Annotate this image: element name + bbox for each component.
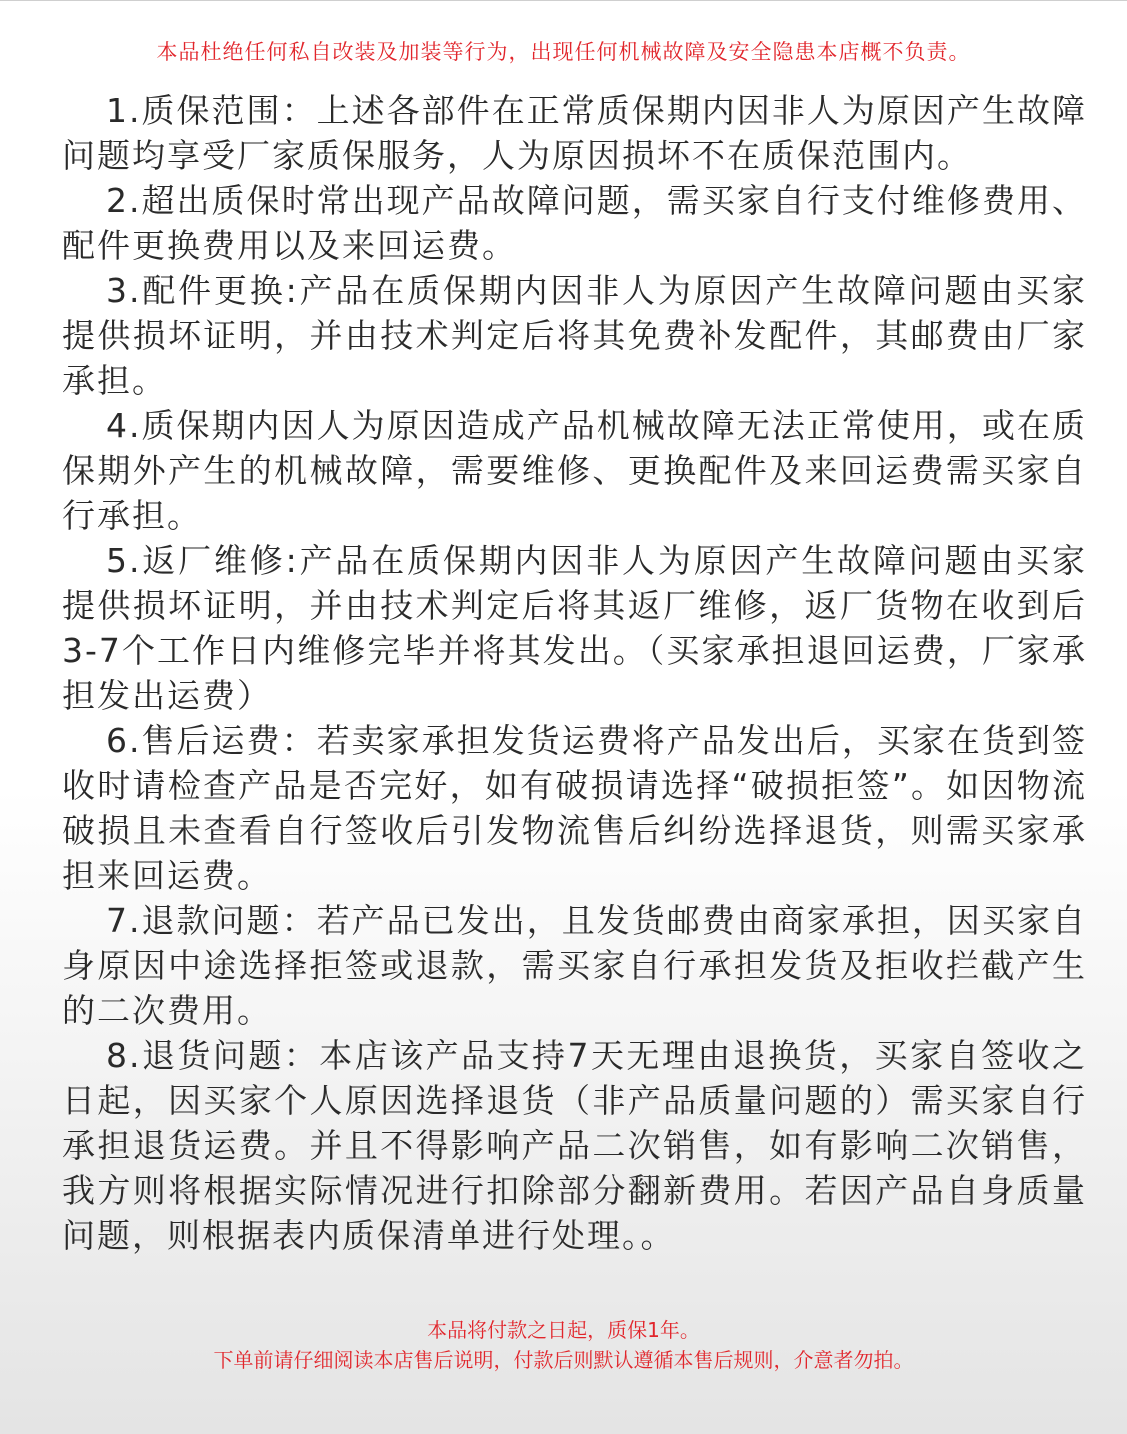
warranty-period-note: 本品将付款之日起，质保1年。 — [427, 1318, 700, 1342]
purchase-reminder-note: 下单前请仔细阅读本店售后说明，付款后则默认遵循本售后规则，介意者勿拍。 — [213, 1348, 914, 1372]
term-3-parts-replacement: 3.配件更换:产品在质保期内因非人为原因产生故障问题由买家提供损坏证明，并由技术判定后将其免费补发配件，其邮费由厂家承担。 — [62, 271, 1087, 400]
top-divider — [0, 0, 1127, 1]
top-notice: 本品杜绝任何私自改装及加装等行为，出现任何机械故障及安全隐患本店概不负责。 — [156, 40, 971, 64]
term-8-returns: 8.退货问题：本店该产品支持7天无理由退换货，买家自签收之日起，因买家个人原因选择退货（非产品质量问题的）需买家自行承担退货运费。并且不得影响产品二次销售，如有影响二次销售，我方则将根据实际情况进行扣除部分翻新费用。若因产品自身质量问题，则根据表内质保清单进行处理。。 — [62, 1036, 1087, 1255]
bottom-notes — [0, 1315, 1127, 1375]
term-2-out-of-warranty: 2.超出质保时常出现产品故障问题，需买家自行支付维修费用、配件更换费用以及来回运费。 — [62, 181, 1087, 265]
term-6-shipping-fees: 6.售后运费：若卖家承担发货运费将产品发出后，买家在货到签收时请检查产品是否完好，如有破损请选择“破损拒签”。如因物流破损且未查看自行签收后引发物流售后纠纷选择退货，则需买家承担来回运费。 — [62, 721, 1087, 895]
term-4-human-damage: 4.质保期内因人为原因造成产品机械故障无法正常使用，或在质保期外产生的机械故障，需要维修、更换配件及来回运费需买家自行承担。 — [62, 406, 1087, 535]
term-5-factory-repair: 5.返厂维修:产品在质保期内因非人为原因产生故障问题由买家提供损坏证明，并由技术判定后将其返厂维修，返厂货物在收到后3-7个工作日内维修完毕并将其发出。（买家承担退回运费，厂家承担发出运费） — [62, 541, 1087, 715]
term-1-warranty-scope: 1.质保范围：上述各部件在正常质保期内因非人为原因产生故障问题均享受厂家质保服务，人为原因损坏不在质保范围内。 — [62, 91, 1087, 175]
after-sales-terms — [62, 88, 1087, 1258]
term-7-refunds: 7.退款问题：若产品已发出，且发货邮费由商家承担，因买家自身原因中途选择拒签或退款，需买家自行承担发货及拒收拦截产生的二次费用。 — [62, 901, 1087, 1030]
